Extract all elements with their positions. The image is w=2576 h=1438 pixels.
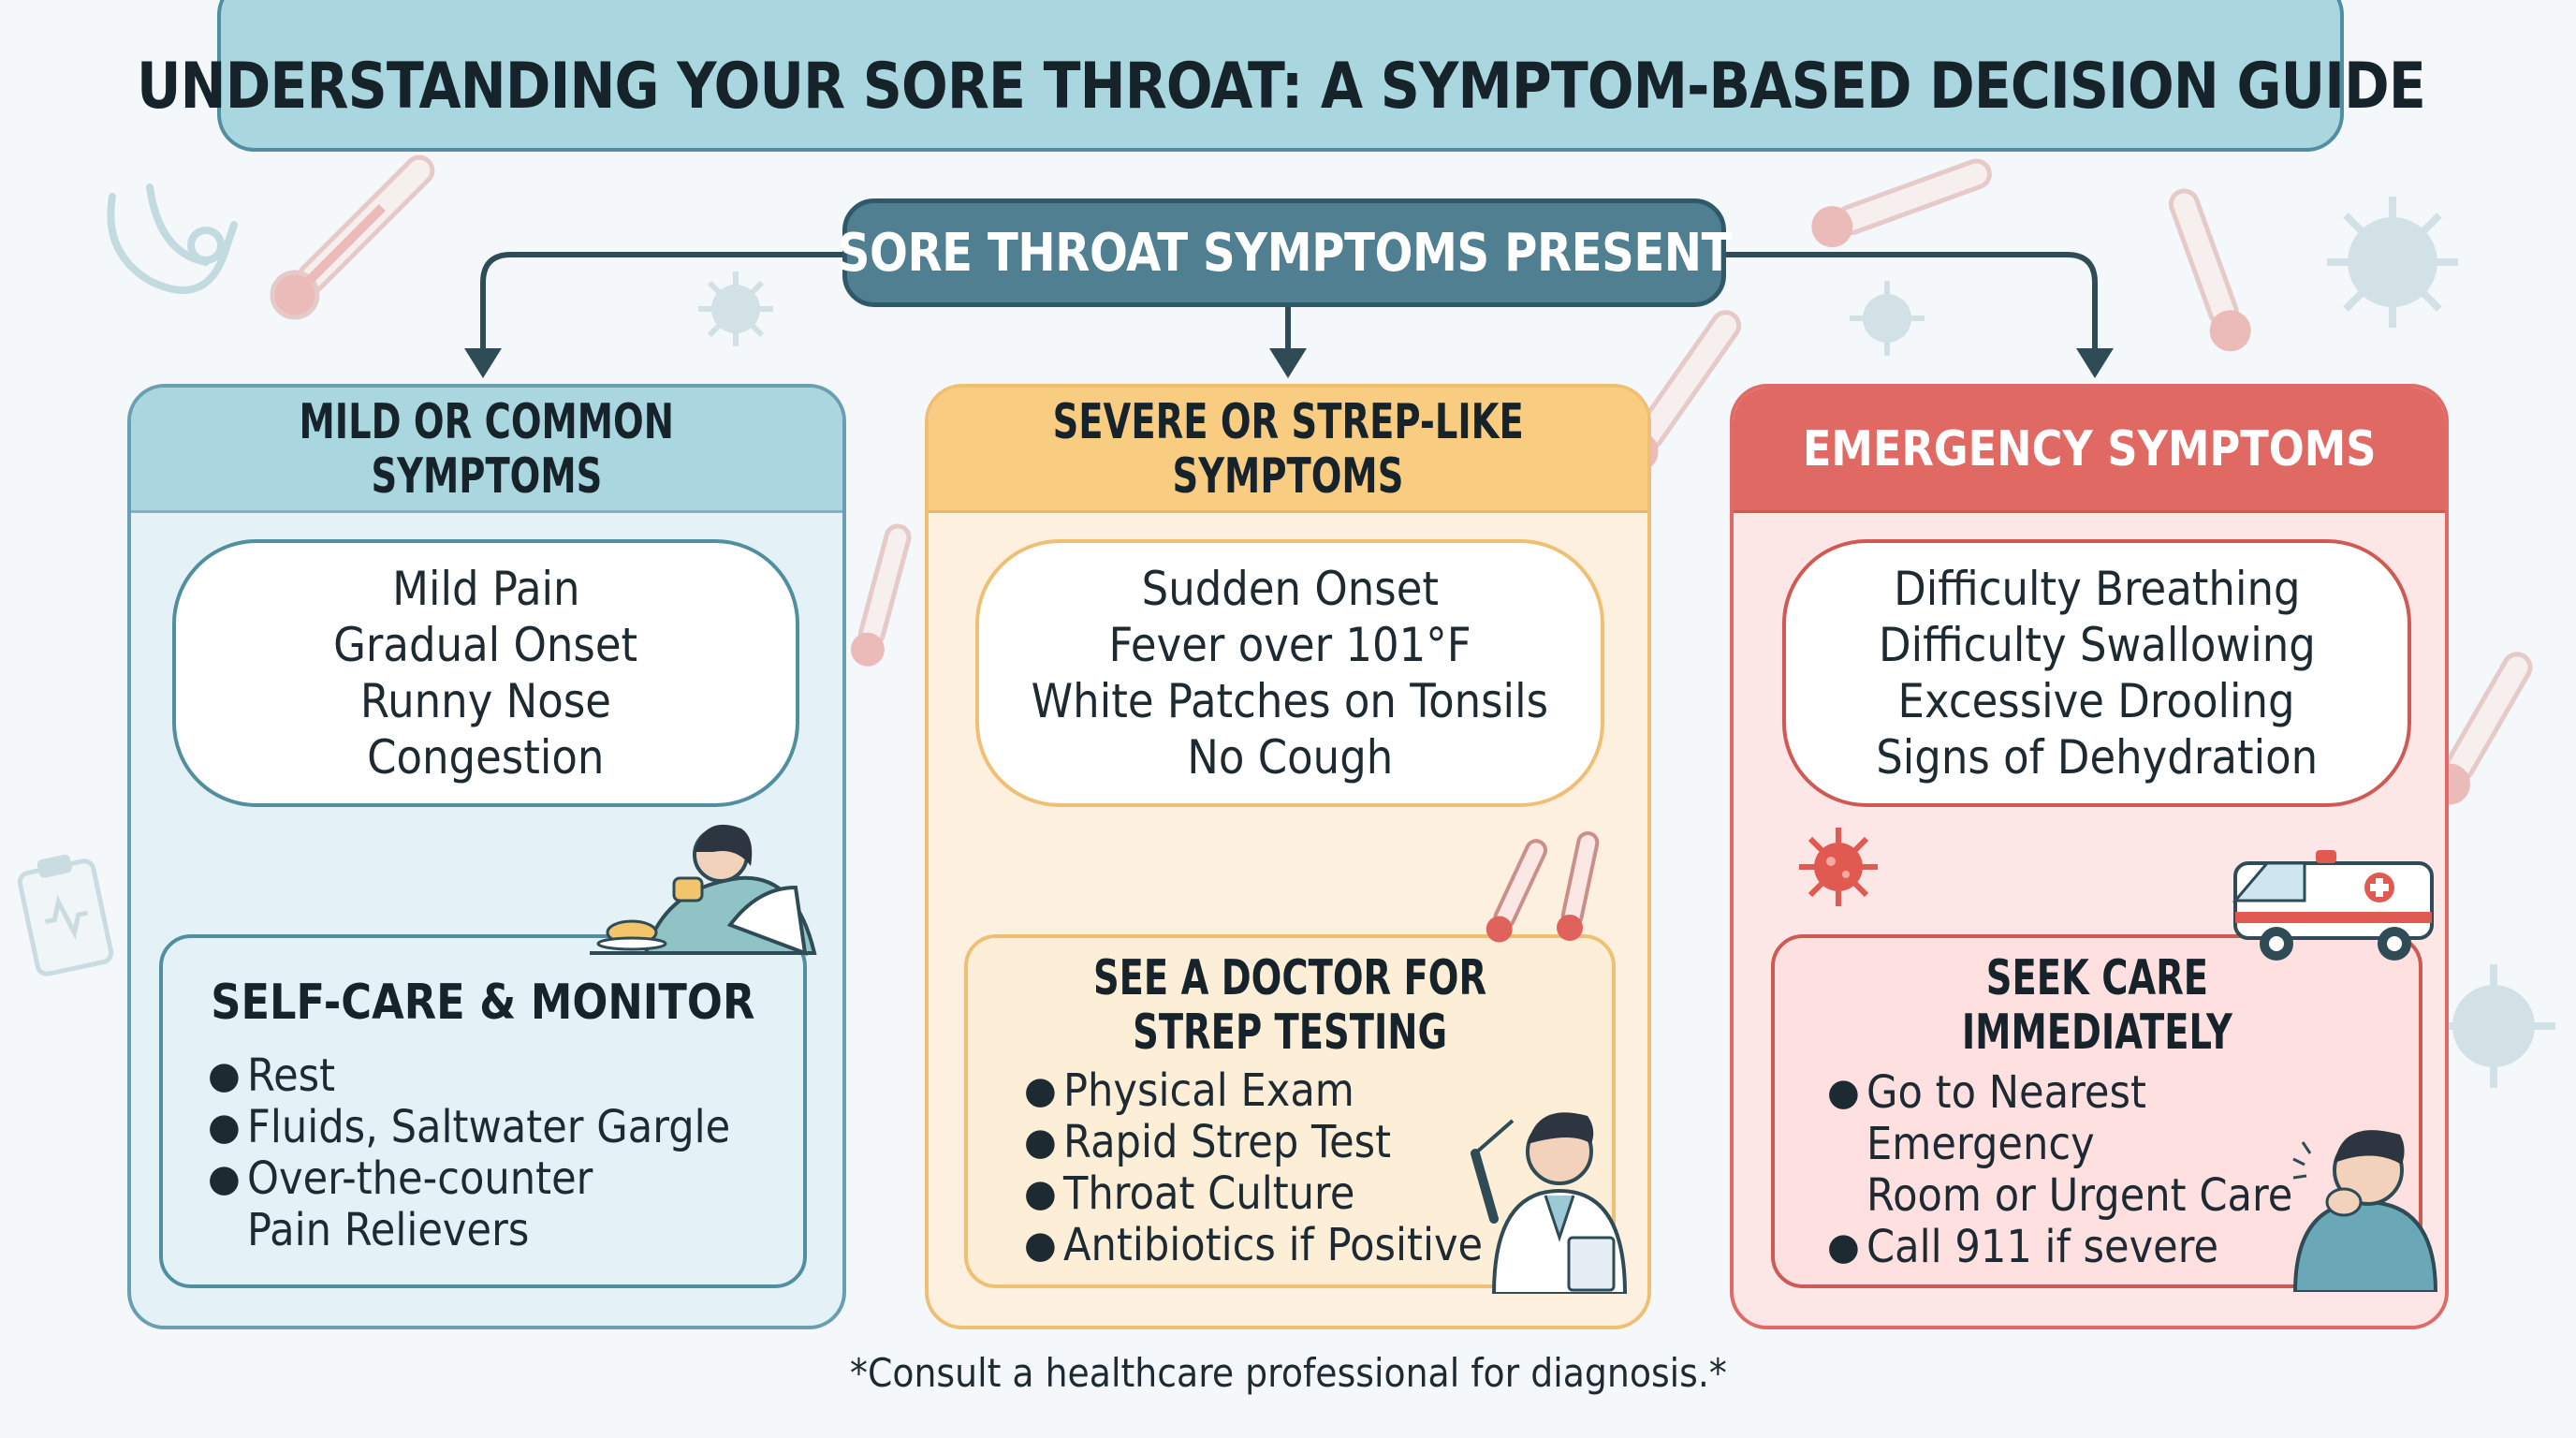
symptom-item: Signs of Dehydration [1876,730,2318,785]
root-node [837,198,1732,307]
doctor-illustration [1466,1078,1649,1294]
list-item: ● Antibiotics if Positive [1024,1219,1484,1271]
header-line: MILD OR COMMON [299,393,675,450]
column-emergency-header: EMERGENCY SYMPTOMS [1734,388,2445,513]
list-item: ● Rapid Strep Test [1024,1116,1392,1168]
list-item: ● Throat Culture [1024,1167,1355,1220]
virus-icon [1792,820,1885,914]
virus-icon [1850,281,1925,356]
mild-action-list [163,1050,803,1256]
list-item: ● Rest [208,1049,336,1102]
symptom-item: Mild Pain [391,562,580,616]
header-line: SYMPTOMS [371,448,603,505]
mild-symptoms-box [172,539,799,807]
column-severe-header [929,388,1647,513]
virus-icon [2327,197,2458,328]
coughing-person-illustration [2286,1118,2445,1292]
stethoscope-icon [110,187,234,290]
virus-icon [2432,964,2555,1088]
footer-disclaimer: *Consult a healthcare professional for diagnosis.* [849,1350,1727,1396]
column-mild-header [131,388,842,513]
symptom-item: Sudden Onset [1141,562,1439,616]
symptom-item: Congestion [367,730,605,785]
header-line: SYMPTOMS [1172,448,1404,505]
symptom-item: Gradual Onset [333,618,638,672]
list-item: ● Go to Nearest Emergency Room or Urgent Care [1827,1066,2293,1222]
severe-action-title: SEE A DOCTOR FOR STREP TESTING [1092,950,1487,1061]
mild-action-title: SELF-CARE & MONITOR [211,975,755,1031]
thermometer-icon [263,145,445,327]
symptom-item: White Patches on Tonsils [1031,674,1549,728]
thermometer-icon [847,522,917,670]
page-title: UNDERSTANDING YOUR SORE THROAT: A SYMPTOM-BASED DECISION GUIDE [136,50,2425,124]
thermometer-icon [2160,184,2257,357]
sick-person-illustration [580,813,824,972]
symptom-item: No Cough [1186,730,1394,785]
list-item: ● Call 911 if severe [1827,1221,2219,1273]
virus-icon [698,271,773,346]
symptom-item: Runny Nose [359,674,612,728]
list-item: ● Physical Exam [1024,1064,1354,1117]
severe-symptoms-box [975,539,1604,807]
symptom-item: Difficulty Breathing [1893,562,2301,616]
symptom-item: Fever over 101°F [1108,618,1471,672]
clipboard-icon [16,849,112,976]
list-item: ● Fluids, Saltwater Gargle [208,1101,731,1153]
thermometer-icon [1481,828,1621,949]
mild-action-box [159,934,807,1288]
root-label: SORE THROAT SYMPTOMS PRESENT [837,222,1732,284]
ambulance-icon [2230,826,2439,970]
symptom-item: Excessive Drooling [1897,674,2296,728]
emergency-symptoms-box [1782,539,2411,807]
emergency-action-title: SEEK CARE IMMEDIATELY [1961,950,2232,1061]
header-line: SEVERE OR STREP-LIKE [1052,393,1524,450]
list-item: ● Over-the-counter Pain Relievers [208,1152,593,1256]
thermometer-icon [1806,151,1996,254]
title-banner [136,0,2425,152]
symptom-item: Difficulty Swallowing [1878,618,2316,672]
